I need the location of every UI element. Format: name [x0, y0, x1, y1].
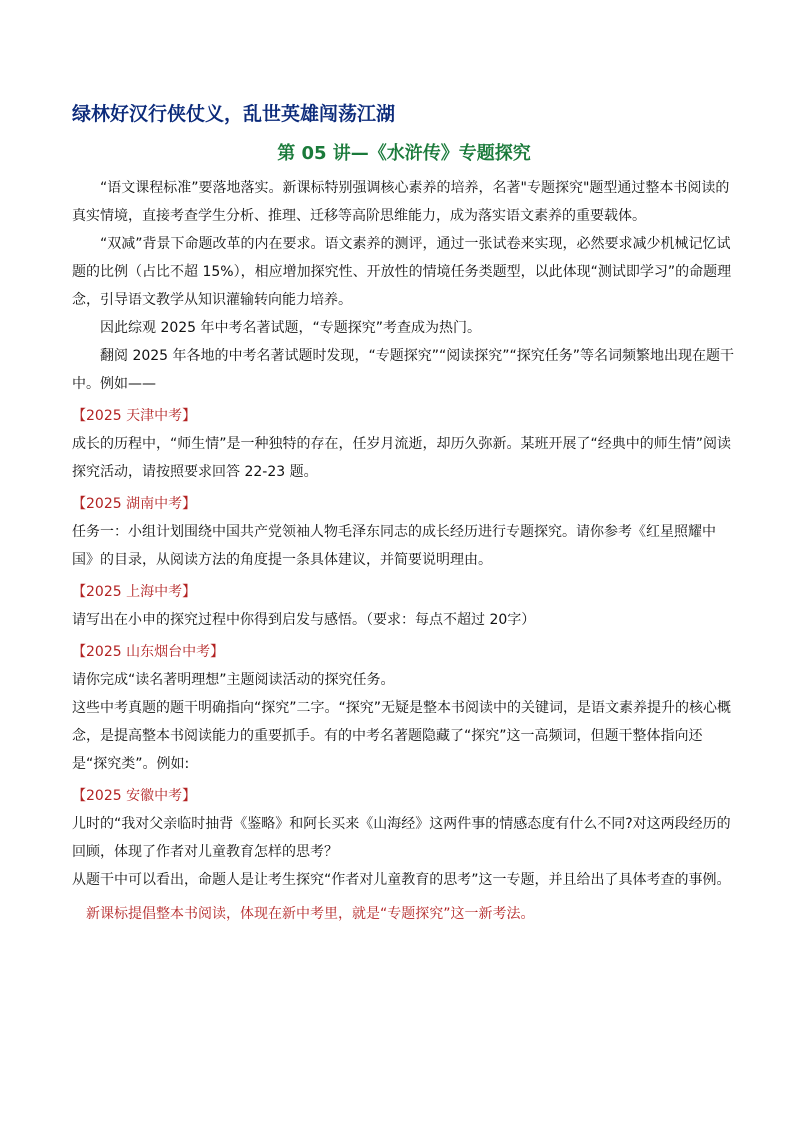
exam-text-yantai: 请你完成“读名著明理想”主题阅读活动的探究任务。: [72, 672, 395, 688]
intro-paragraph-2: “双减”背景下命题改革的内在要求。语文素养的测评，通过一张试卷来实现，必然要求减少机械记忆试题的比例（占比不超 15%），相应增加探究性、开放性的情境任务类题型，以此体现“测试即学习”的命题理念，引导语文教学从知识灌输转向能力培养。: [72, 236, 732, 308]
lecture-subtitle: 第 05 讲—《水浒传》专题探究: [277, 143, 531, 164]
exam-tag-tianjin: 【2025 天津中考】: [72, 408, 197, 424]
exam-text-anhui: 儿时的“我对父亲临时抽背《鉴略》和阿长买来《山海经》这两件事的情感态度有什么不同?对这两段经历的回顾，体现了作者对儿童教育怎样的思考？: [72, 816, 731, 860]
document-title: 绿林好汉行侠仗义，乱世英雄闯荡江湖: [72, 103, 396, 125]
document-page: [72, 100, 736, 928]
exam-text-shanghai: 请写出在小申的探究过程中你得到启发与感悟。（要求：每点不超过 20字）: [72, 612, 536, 628]
intro-paragraph-1: “语文课程标准”要落地落实。新课标特别强调核心素养的培养，名著"专题探究"题型通过整本书阅读的真实情境，直接考查学生分析、推理、迁移等高阶思维能力，成为落实语文素养的重要载体。: [72, 180, 730, 224]
exam-text-hunan: 任务一：小组计划围绕中国共产党领袖人物毛泽东同志的成长经历进行专题探究。请你参考《红星照耀中国》的目录，从阅读方法的角度提一条具体建议，并简要说明理由。: [72, 524, 716, 568]
exam-tag-yantai: 【2025 山东烟台中考】: [72, 644, 225, 660]
exam-tag-hunan: 【2025 湖南中考】: [72, 496, 197, 512]
intro-paragraph-4: 翻阅 2025 年各地的中考名著试题时发现，“专题探究”“阅读探究”“探究任务”等名词频繁地出现在题干中。例如——: [72, 348, 735, 392]
closing-statement: 新课标提倡整本书阅读，体现在新中考里，就是“专题探究”这一新考法。: [86, 906, 535, 922]
exam-tag-anhui: 【2025 安徽中考】: [72, 788, 197, 804]
intro-paragraph-3: 因此综观 2025 年中考名著试题，“专题探究”考查成为热门。: [100, 320, 482, 336]
exam-tag-shanghai: 【2025 上海中考】: [72, 584, 197, 600]
conclusion-paragraph: 从题干中可以看出，命题人是让考生探究“作者对儿童教育的思考”这一专题，并且给出了具体考查的事例。: [72, 872, 731, 888]
analysis-paragraph: 这些中考真题的题干明确指向“探究”二字。“探究”无疑是整本书阅读中的关键词，是语文素养提升的核心概念，是提高整本书阅读能力的重要抓手。有的中考名著题隐藏了“探究”这一高频词，但题干整体指向还是“探究类”。例如:: [72, 700, 732, 772]
exam-text-tianjin: 成长的历程中，“师生情”是一种独特的存在，任岁月流逝，却历久弥新。某班开展了“经典中的师生情”阅读探究活动，请按照要求回答 22-23 题。: [72, 436, 732, 480]
